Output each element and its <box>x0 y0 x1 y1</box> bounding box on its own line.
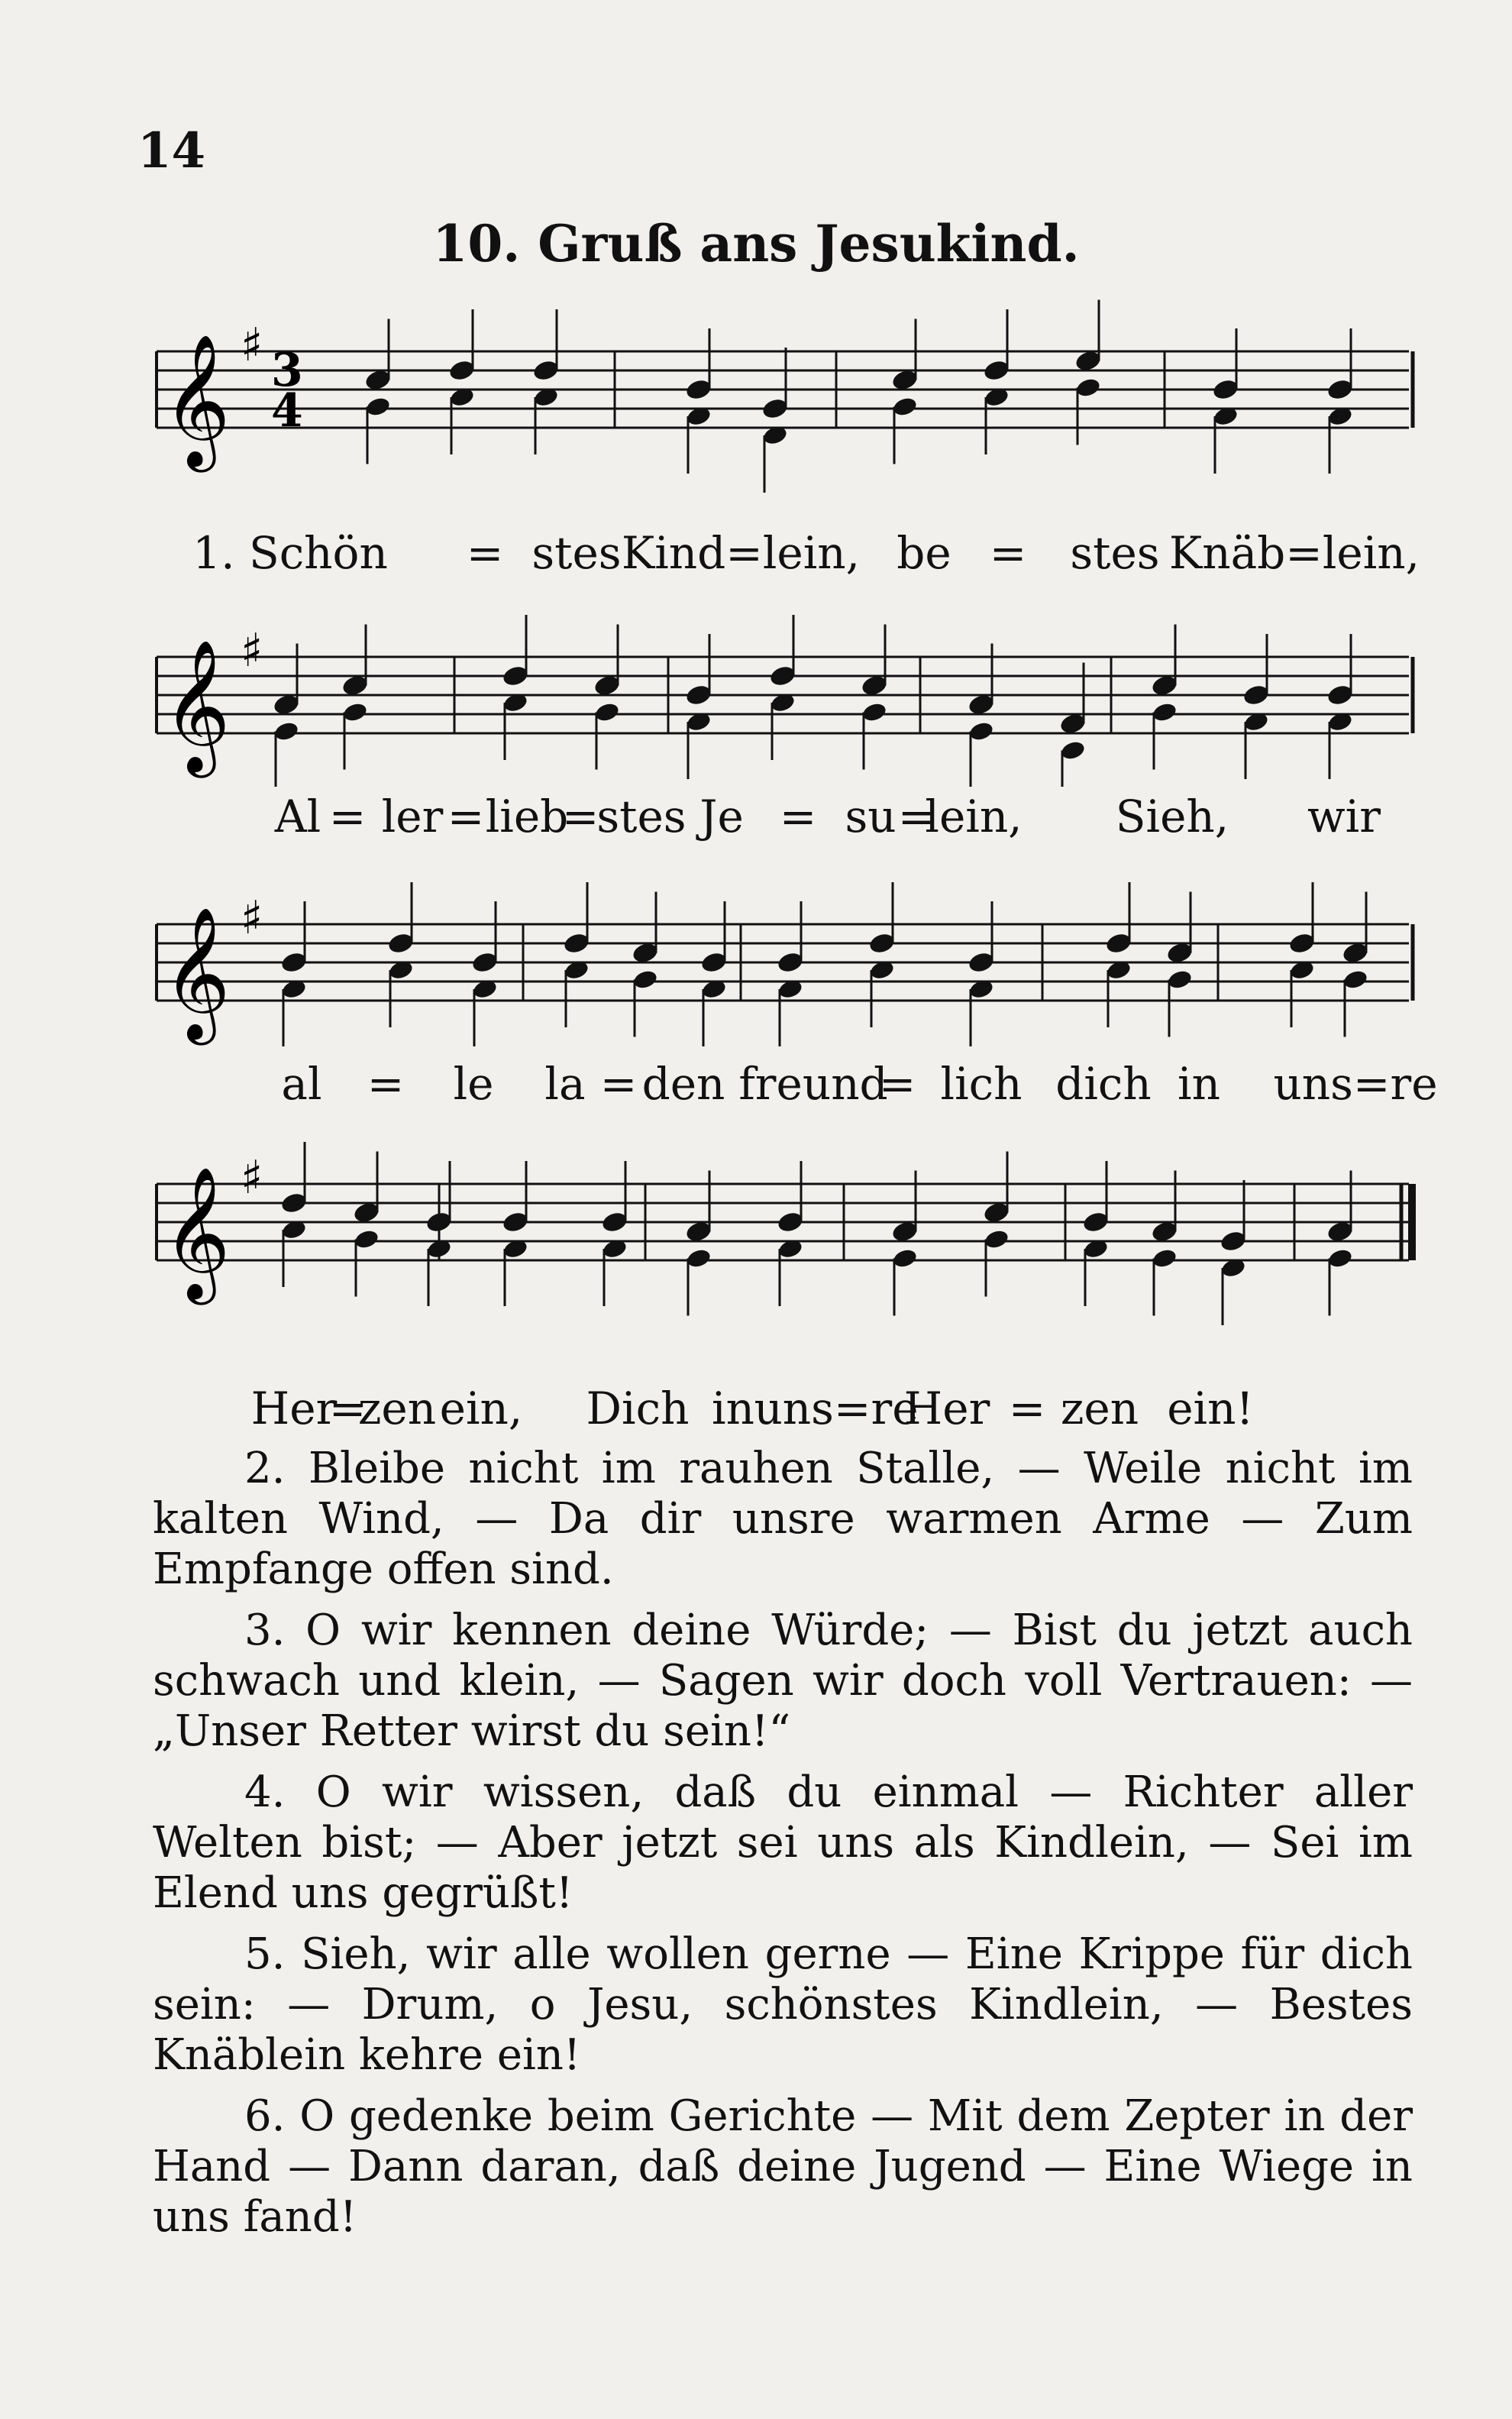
lyric-syllable: in <box>1178 1058 1220 1110</box>
time-signature-top: 3 <box>271 344 303 397</box>
lyric-syllable: lieb <box>485 791 569 842</box>
staff-notation-4 <box>149 1123 1417 1375</box>
note-head <box>364 396 391 418</box>
note-head <box>273 720 299 742</box>
staff-notation-3 <box>149 863 1417 1054</box>
lyric-syllable: stes <box>596 791 687 842</box>
lyric-syllable: al <box>281 1058 322 1110</box>
lyric-syllable: lein, <box>925 791 1023 842</box>
lyric-syllable: la <box>544 1058 586 1110</box>
staff-notation-1 <box>149 290 1417 519</box>
note-head <box>1059 739 1086 762</box>
verse-3: 3. O wir kennen deine Würde; — Bist du jetzt auch schwach und klein, — Sagen wir doch voll Vertrauen: — „Unser Retter wirst du sein!“ <box>153 1606 1413 1756</box>
lyric-syllable: zen <box>357 1383 437 1434</box>
lyric-syllable: le <box>453 1058 494 1110</box>
note-head <box>1342 969 1368 991</box>
lyric-syllable: Sieh, <box>1115 791 1229 842</box>
treble-clef-icon: 𝄞 <box>163 1166 231 1299</box>
verse-block <box>153 1444 1413 2253</box>
treble-clef-icon: 𝄞 <box>163 639 231 772</box>
music-staff-system-2 <box>149 596 1417 787</box>
lyric-syllable: = <box>779 791 817 842</box>
lyric-syllable: zen <box>1060 1383 1139 1434</box>
lyric-syllable: Dich <box>586 1383 690 1434</box>
lyric-syllable: = <box>466 527 504 579</box>
lyric-syllable: ein! <box>1167 1383 1254 1434</box>
lyric-syllable: = <box>561 791 599 842</box>
lyric-syllable: stes <box>531 527 622 579</box>
song-title: 10. Gruß ans Jesukind. <box>432 214 1080 273</box>
verse-6: 6. O gedenke beim Gerichte — Mit dem Zepter in der Hand — Dann daran, daß deine Jugend — Eine Wiege in uns fand! <box>153 2091 1413 2242</box>
lyric-syllable: in <box>712 1383 754 1434</box>
lyric-syllable: = <box>878 1058 916 1110</box>
sharp-icon: ♯ <box>241 891 263 945</box>
lyric-syllable: stes <box>1070 527 1160 579</box>
verse-5: 5. Sieh, wir alle wollen gerne — Eine Krippe für dich sein: — Drum, o Jesu, schönstes Kindlein, — Bestes Knäblein kehre ein! <box>153 1929 1413 2080</box>
note-head <box>632 969 658 991</box>
verse-4: 4. O wir wissen, daß du einmal — Richter aller Welten bist; — Aber jetzt sei uns als Kindlein, — Sei im Elend uns gegrüßt! <box>153 1767 1413 1918</box>
note-head <box>1151 1247 1178 1269</box>
sharp-icon: ♯ <box>241 319 263 372</box>
lyric-syllable: = <box>328 791 367 842</box>
music-staff-system-4 <box>149 1123 1417 1375</box>
lyric-syllable: be <box>897 527 951 579</box>
lyric-syllable: wir <box>1307 791 1381 842</box>
note-head <box>1166 969 1193 991</box>
lyric-syllable: = <box>1008 1383 1046 1434</box>
note-head <box>891 396 918 418</box>
music-staff-system-3 <box>149 863 1417 1054</box>
lyric-syllable: Her <box>250 1383 338 1434</box>
note-head <box>1074 377 1101 399</box>
verse-2: 2. Bleibe nicht im rauhen Stalle, — Weile nicht im kalten Wind, — Da dir unsre warmen Arme — Zum Empfange offen sind. <box>153 1444 1413 1594</box>
lyric-syllable: ein, <box>439 1383 523 1434</box>
lyric-syllable: dich <box>1055 1058 1152 1110</box>
page-number: 14 <box>137 122 206 179</box>
lyric-syllable: uns=re <box>754 1383 919 1434</box>
lyric-syllable: Al <box>274 791 321 842</box>
note-head <box>1326 1247 1353 1269</box>
treble-clef-icon: 𝄞 <box>163 907 231 1040</box>
lyric-syllable: freund <box>738 1058 888 1110</box>
lyric-syllable: Kind=lein, <box>621 527 861 579</box>
note-head <box>983 1228 1010 1250</box>
lyric-syllable: Je <box>699 791 744 842</box>
note-head <box>861 701 887 723</box>
treble-clef-icon: 𝄞 <box>163 334 231 467</box>
staff-notation-2 <box>149 596 1417 787</box>
lyric-syllable: ler <box>381 791 444 842</box>
lyric-syllable: = <box>599 1058 638 1110</box>
lyric-syllable: su <box>845 791 897 842</box>
lyric-syllable: den <box>641 1058 725 1110</box>
lyric-syllable: = <box>367 1058 405 1110</box>
note-head <box>593 701 620 723</box>
lyric-syllable: = <box>989 527 1027 579</box>
lyric-syllable: lich <box>940 1058 1023 1110</box>
lyric-syllable: = <box>447 791 485 842</box>
lyric-syllable: 1. Schön <box>192 527 388 579</box>
sharp-icon: ♯ <box>241 1151 263 1205</box>
note-head <box>353 1228 380 1250</box>
lyric-syllable: = <box>897 791 935 842</box>
note-head <box>341 701 368 723</box>
note-head <box>891 1247 918 1269</box>
note-head <box>1151 701 1178 723</box>
music-staff-system-1 <box>149 290 1417 519</box>
lyric-syllable: Her <box>903 1383 990 1434</box>
note-head <box>685 1247 712 1269</box>
sharp-icon: ♯ <box>241 624 263 678</box>
lyric-syllable: Knäb=lein, <box>1168 527 1420 579</box>
note-head <box>968 720 994 742</box>
lyric-syllable: = <box>328 1383 367 1434</box>
lyric-syllable: uns=re <box>1273 1058 1438 1110</box>
time-signature-bottom: 4 <box>271 384 303 438</box>
